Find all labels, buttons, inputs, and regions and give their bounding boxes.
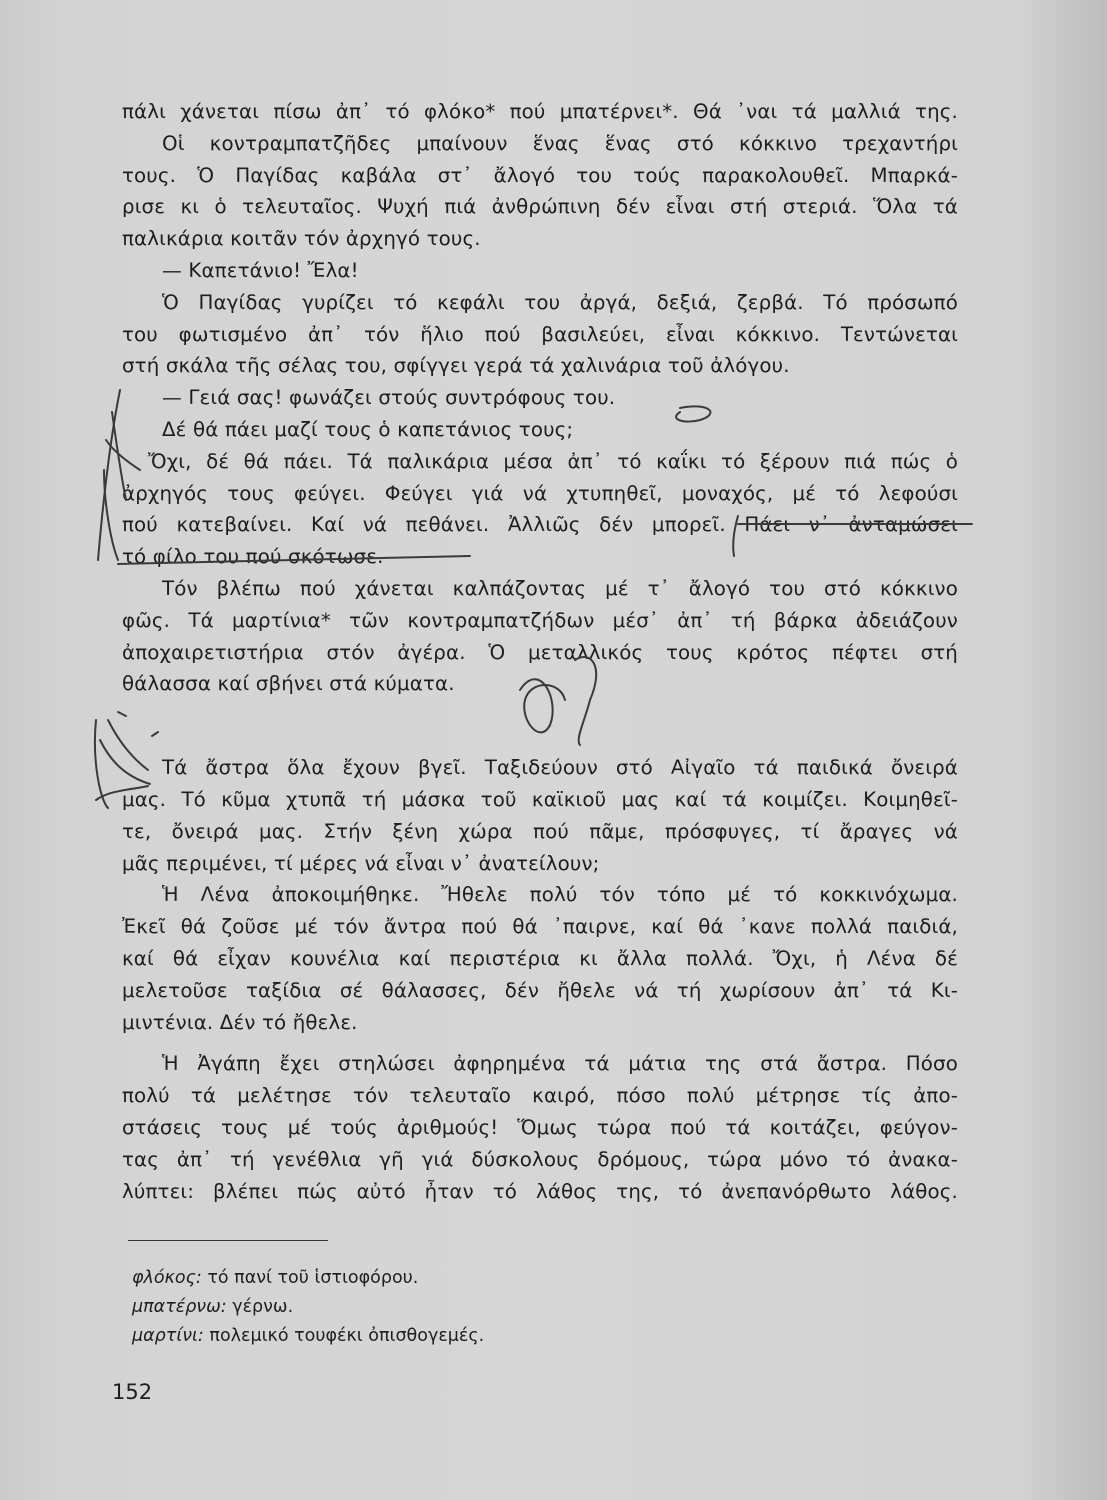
footnote-definition: γέρνω.	[232, 1297, 294, 1317]
text-line: λύπτει: βλέπει πώς αὐτό ἦταν τό λάθος της, τό ἀνεπανόρθωτο λάθος.	[122, 1179, 958, 1203]
text-line: Ἡ Ἀγάπη ἔχει στηλώσει ἀφηρημένα τά μάτια της στά ἄστρα. Πόσο	[162, 1052, 958, 1076]
text-line: Τά ἄστρα ὅλα ἔχουν βγεῖ. Ταξιδεύουν στό Αἰγαῖο τά παιδικά ὄνειρά	[162, 756, 958, 780]
text-line: πολύ τά μελέτησε τόν τελευταῖο καιρό, πόσο πολύ μέτρησε τίς ἀπο-	[122, 1084, 958, 1108]
text-line: στάσεις τους μέ τούς ἀριθμούς! Ὅμως τώρα πού τά κοιτάζει, φεύγον-	[122, 1115, 958, 1139]
text-line: Ἡ Λένα ἀποκοιμήθηκε. Ἤθελε πολύ τόν τόπο μέ τό κοκκινόχωμα.	[162, 883, 958, 907]
text-line: — Γειά σας! φωνάζει στούς συντρόφους του.	[162, 386, 616, 410]
text-line: Τόν βλέπω πού χάνεται καλπάζοντας μέ τ᾽ ἄλογό του στό κόκκινο	[162, 576, 958, 600]
footnote-term: μπατέρνω:	[132, 1297, 227, 1317]
text-line: καί θά εἶχαν κουνέλια καί περιστέρια κι ἄλλα πολλά. Ὄχι, ἡ Λένα δέ	[122, 946, 958, 970]
footnote	[132, 1264, 484, 1293]
text-line: μας. Τό κῦμα χτυπᾶ τή μάσκα τοῦ καϊκιοῦ μας καί τά κοιμίζει. Κοιμηθεῖ-	[122, 787, 958, 811]
footnote-term: μαρτίνι:	[132, 1326, 204, 1346]
text-line: ρισε κι ὁ τελευταῖος. Ψυχή πιά ἀνθρώπινη δέν εἶναι στή στεριά. Ὅλα τά	[122, 195, 958, 219]
text-line: Δέ θά πάει μαζί τους ὁ καπετάνιος τους;	[162, 417, 574, 441]
text-line: τό φίλο του πού σκότωσε.	[122, 545, 384, 569]
text-line: Ἐκεῖ θά ζοῦσε μέ τόν ἄντρα πού θά ᾽παιρνε, καί θά ᾽κανε πολλά παιδιά,	[122, 915, 958, 939]
text-line: Οἱ κοντραμπατζῆδες μπαίνουν ἕνας ἕνας στό κόκκινο τρεχαντήρι	[162, 131, 958, 155]
text-line: στή σκάλα τῆς σέλας του, σφίγγει γερά τά χαλινάρια τοῦ ἀλόγου.	[122, 354, 790, 378]
text-line: του φωτισμένο ἀπ᾽ τόν ἥλιο πού βασιλεύει, εἶναι κόκκινο. Τεντώνεται	[122, 322, 958, 346]
footnote-divider	[128, 1240, 328, 1241]
text-line: ἀρχηγός τους φεύγει. Φεύγει γιά νά χτυπηθεῖ, μοναχός, μέ τό λεφούσι	[122, 481, 958, 505]
footnotes	[132, 1264, 484, 1351]
text-line: Ὄχι, δέ θά πάει. Τά παλικάρια μέσα ἀπ᾽ τό καΐκι τό ξέρουν πιά πώς ὁ	[148, 449, 958, 473]
bracket-scribble	[98, 390, 120, 560]
bracket-scribble	[104, 470, 118, 560]
footnote	[132, 1322, 484, 1351]
text-line: Ὁ Παγίδας γυρίζει τό κεφάλι του ἀργά, δεξιά, ζερβά. Τό πρόσωπό	[162, 290, 958, 314]
page-number: 152	[112, 1380, 153, 1404]
text-line: φῶς. Τά μαρτίνια* τῶν κοντραμπατζήδων μέσ᾽ ἀπ᾽ τή βάρκα ἀδειάζουν	[122, 608, 958, 632]
text-line: τους. Ὁ Παγίδας καβάλα στ᾽ ἄλογό του τούς παρακολουθεῖ. Μπαρκά-	[122, 163, 958, 187]
footnote-term: φλόκος:	[132, 1268, 202, 1288]
text-line: παλικάρια κοιτᾶν τόν ἀρχηγό τους.	[122, 227, 481, 251]
text-line: πού κατεβαίνει. Καί νά πεθάνει. Ἀλλιῶς δέν μπορεῖ. Πάει ν᾽ ἀνταμώσει	[122, 513, 958, 537]
text-line: μᾶς περιμένει, τί μέρες νά εἶναι ν᾽ ἀνατείλουν;	[122, 851, 600, 875]
body-text	[122, 96, 958, 1207]
text-line: πάλι χάνεται πίσω ἀπ᾽ τό φλόκο* πού μπατέρνει*. Θά ᾽ναι τά μαλλιά της.	[122, 100, 958, 123]
footnote	[132, 1293, 484, 1322]
text-line: μιντένια. Δέν τό ἤθελε.	[122, 1010, 358, 1034]
text-line: ἀποχαιρετιστήρια στόν ἀγέρα. Ὁ μεταλλικός τους κρότος πέφτει στή	[122, 640, 958, 664]
footnote-definition: πολεμικό τουφέκι ὀπισθογεμές.	[209, 1326, 485, 1346]
text-line: θάλασσα καί σβήνει στά κύματα.	[122, 672, 455, 696]
footnote-definition: τό πανί τοῦ ἱστιοφόρου.	[207, 1268, 419, 1288]
text-line: τε, ὄνειρά μας. Στήν ξένη χώρα πού πᾶμε, πρόσφυγες, τί ἄραγες νά	[122, 819, 958, 843]
text-line: — Καπετάνιο! Ἔλα!	[162, 258, 359, 282]
text-line: μελετοῦσε ταξίδια σέ θάλασσες, δέν ἤθελε νά τή χωρίσουν ἀπ᾽ τά Κι-	[122, 978, 958, 1002]
text-line: τας ἀπ᾽ τή γενέθλια γῆ γιά δύσκολους δρόμους, τώρα μόνο τό ἀνακα-	[122, 1147, 958, 1171]
